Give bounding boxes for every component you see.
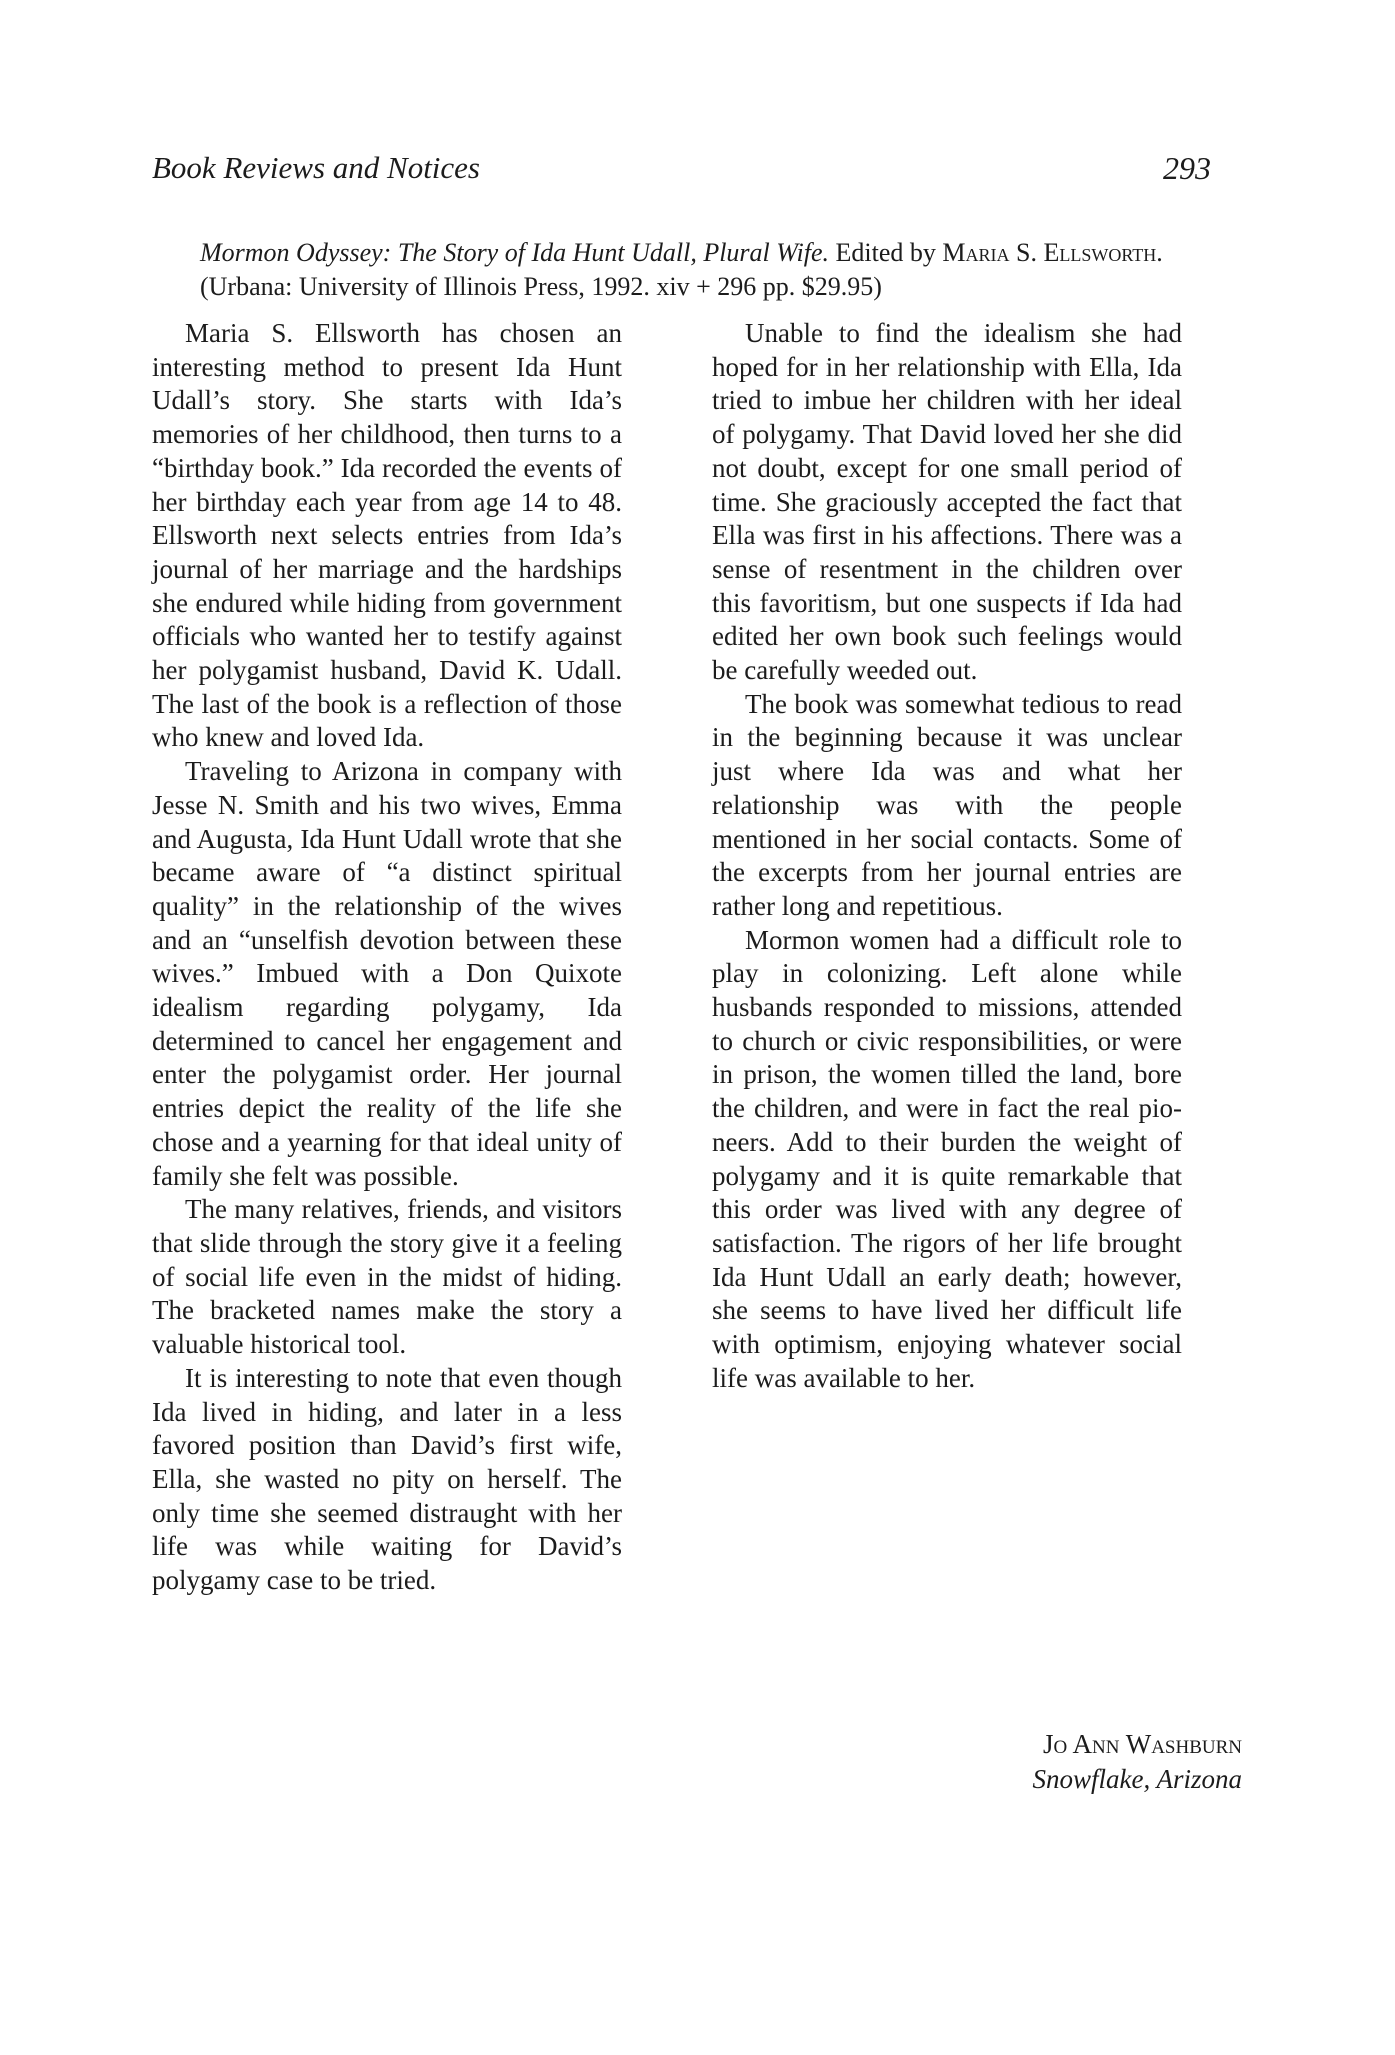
paragraph: Maria S. Ellsworth has chosen an interesting method to present Ida Hunt Udall’s story. She starts with Ida’s memories of her childhood, then turns to a “birthday book.” Ida recorded the events of her birthday each year from age 14 to 48. Ellsworth next selects entries from Ida’s journal of her marriage and the hardships she endured while hiding from government officials who wanted her to testify against her polygamist husband, David K. Udall. The last of the book is a reflection of those who knew and loved Ida. bbox=[152, 318, 622, 753]
right-column bbox=[712, 317, 1182, 1396]
running-head: Book Reviews and Notices bbox=[152, 150, 480, 185]
publication-info: (Urbana: University of Illinois Press, 1992. xiv + 296 pp. $29.95) bbox=[200, 272, 882, 301]
editor-name: Maria S. Ellsworth. bbox=[942, 238, 1163, 267]
edited-by-label: Edited by bbox=[835, 238, 936, 267]
paragraph: Traveling to Arizona in company with Jesse N. Smith and his two wives, Emma and Augusta, Ida Hunt Udall wrote that she became aware of “a distinct spiritual quality” in the relationship of the wives and an “unselfish devotion between these wives.” Imbued with a Don Quixote idealism regarding polygamy, Ida determined to cancel her engagement and enter the polygamist order. Her journal entries depict the reality of the life she chose and a yearning for that ideal unity of family she felt was possible. bbox=[152, 756, 622, 1191]
reviewer-signature bbox=[830, 1727, 1242, 1797]
paragraph: Unable to find the idealism she had hoped for in her relationship with Ella, Ida tried to imbue her children with her ideal of polygamy. That David loved her she did not doubt, except for one small period of time. She graciously accepted the fact that Ella was first in his affections. There was a sense of resentment in the children over this favoritism, but one suspects if Ida had edited her own book such feelings would be carefully weeded out. bbox=[712, 318, 1182, 686]
reviewer-name: Jo Ann Washburn bbox=[1043, 1729, 1242, 1759]
page-number: 293 bbox=[1163, 150, 1211, 186]
book-title: Mormon Odyssey: The Story of Ida Hunt Udall, Plural Wife. bbox=[200, 238, 829, 267]
reviewer-location: Snowflake, Arizona bbox=[1032, 1764, 1242, 1794]
paragraph: The book was somewhat tedious to read in the beginning because it was unclear just where Ida was and what her relationship was with the people mentioned in her social contacts. Some of the excerpts from her journal entries are rather long and repetitious. bbox=[712, 688, 1182, 921]
left-column bbox=[152, 317, 622, 1598]
paragraph: It is interesting to note that even though Ida lived in hiding, and later in a less favored position than David’s first wife, Ella, she wasted no pity on herself. The only time she seemed distraught with her life was while waiting for David’s polygamy case to be tried. bbox=[152, 1362, 622, 1596]
paragraph: Mormon women had a difficult role to play in colonizing. Left alone while husbands responded to missions, attended to church or civic responsibilities, or were in prison, the women tilled the land, bore the children, and were in fact the real pioneers. Add to their burden the weight of polygamy and it is quite remarkable that this order was lived with any degree of satisfaction. The rigors of her life brought Ida Hunt Udall an early death; however, she seems to have lived her difficult life with optimism, enjoying whatever social life was available to her. bbox=[712, 924, 1182, 1393]
paragraph: The many relatives, friends, and visitors that slide through the story give it a feeling of social life even in the midst of hiding. The bracketed names make the story a valuable historical tool. bbox=[152, 1194, 622, 1360]
book-citation bbox=[200, 236, 1242, 304]
